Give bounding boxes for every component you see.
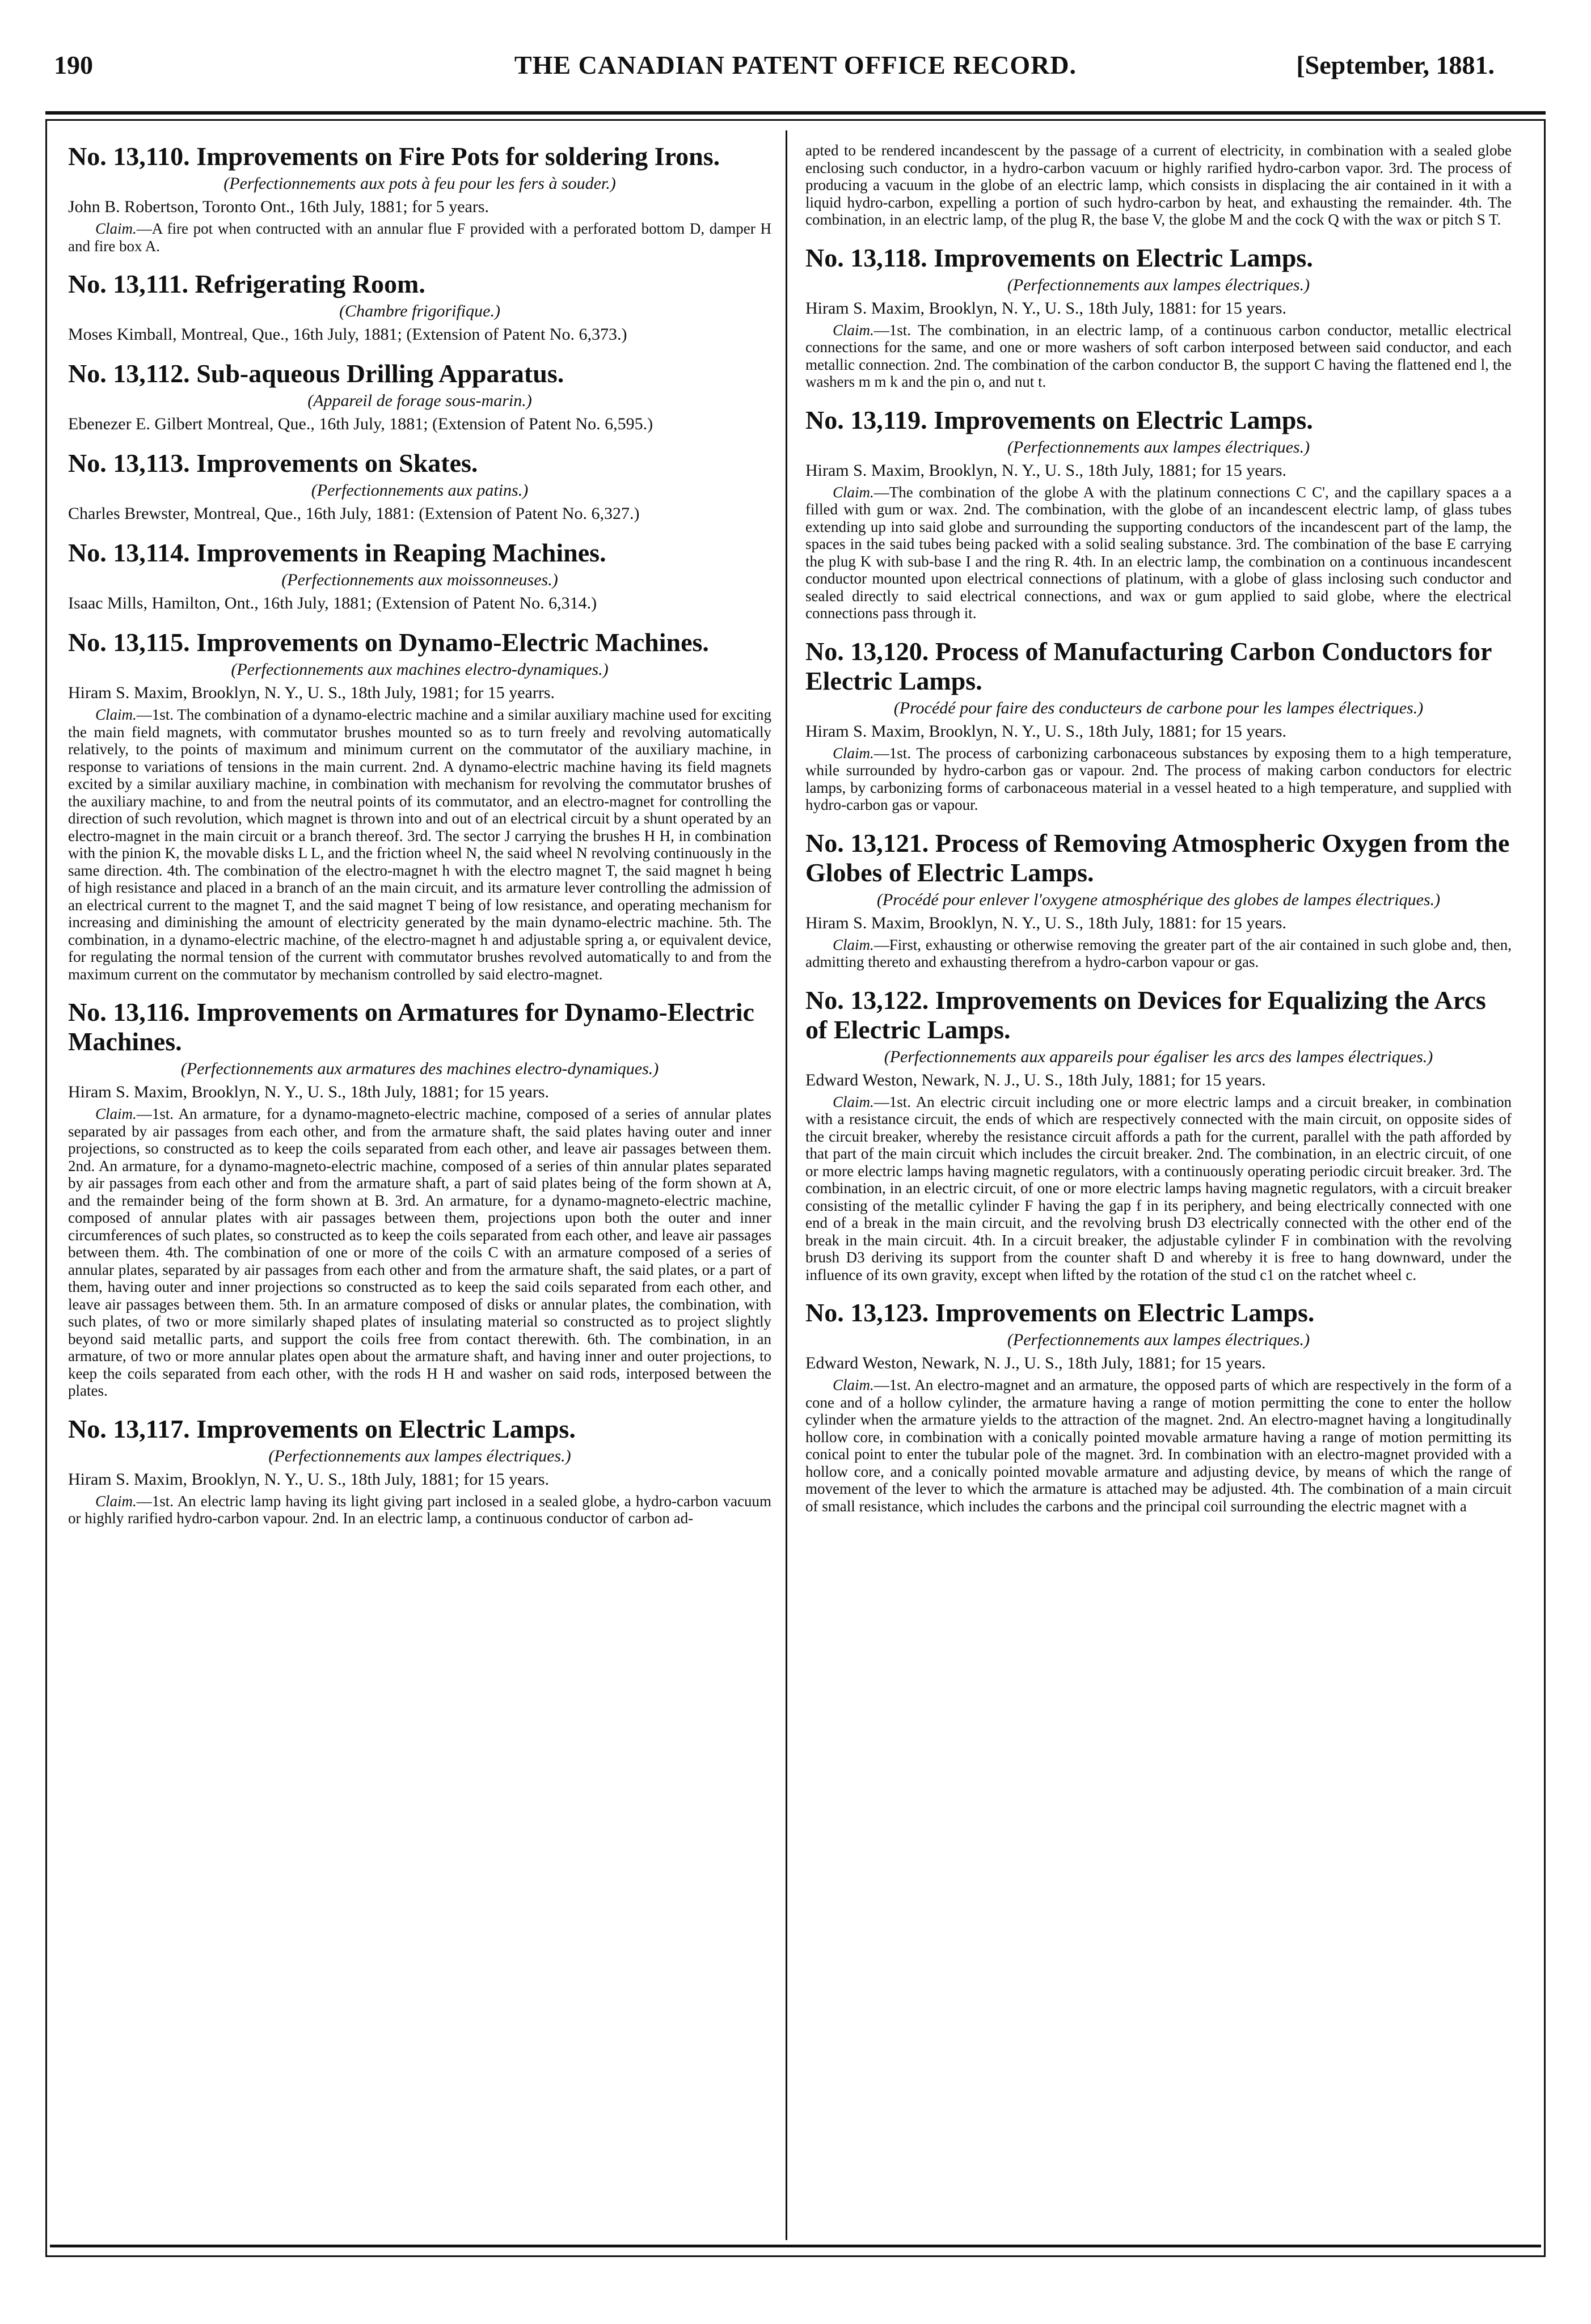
patent-heading (805, 405, 1512, 435)
claim-label: Claim. (95, 1492, 137, 1510)
patent-entry (68, 1414, 771, 1527)
claim-continuation: apted to be rendered incandescent by the passage of a current of electricity, in combination with a sealed globe enclosing such conductor, in a hydro-carbon vacuum or highly rarified hydro-carbon vapor. 3rd. The process of producing a vacuum in the globe of an electric lamp, which consists in displacing the air contained in it with a liquid hydro-carbon, expelling a portion of such hydro-carbon by heat, and exhausting the remainder. 4th. The combination, in an electric lamp, of the plug R, the base V, the globe M and the cock Q with the wax or pitch S T. (805, 142, 1512, 228)
patentee-info: Edward Weston, Newark, N. J., U. S., 18th July, 1881; for 15 years. (805, 1354, 1266, 1372)
claim-text (805, 1376, 1512, 1515)
publication-title: THE CANADIAN PATENT OFFICE RECORD. (514, 50, 1077, 79)
french-translation: (Appareil de forage sous-marin.) (307, 391, 532, 410)
claim-text (805, 936, 1512, 971)
patentee-info: Moses Kimball, Montreal, Que., 16th July, 1881; (Extension of Patent No. 6,373.) (68, 325, 627, 344)
patent-number: No. 13,112. (68, 359, 190, 388)
patent-heading (805, 1298, 1512, 1328)
patent-entry (68, 142, 771, 255)
patent-title: Improvements on Devices for Equalizing the Arcs of Electric Lamps. (805, 985, 1486, 1044)
patent-heading (68, 628, 771, 657)
claim-body: —1st. An electric lamp having its light giving part inclosed in a sealed globe, a hydro-carbon vacuum or highly rarified hydro-carbon vapour. 2nd. In an electric lamp, a continuous conductor of carbon ad- (68, 1492, 771, 1527)
patent-number: No. 13,118. (805, 243, 927, 272)
patent-entry (68, 449, 771, 523)
patent-entry (805, 986, 1512, 1284)
patent-title: Improvements on Electric Lamps. (934, 405, 1313, 434)
patent-entry (805, 243, 1512, 391)
patent-heading (68, 359, 771, 388)
patent-entry (68, 538, 771, 613)
french-translation: (Perfectionnements aux appareils pour égaliser les arcs des lampes électriques.) (884, 1047, 1433, 1066)
patentee-info: Ebenezer E. Gilbert Montreal, Que., 16th July, 1881; (Extension of Patent No. 6,595.) (68, 415, 653, 433)
patent-heading (68, 269, 771, 299)
claim-text (68, 1105, 771, 1400)
patentee-info: Edward Weston, Newark, N. J., U. S., 18th July, 1881; for 15 years. (805, 1070, 1266, 1089)
patent-heading (68, 538, 771, 568)
claim-body: —First, exhausting or otherwise removing the greater part of the air contained in such globe and, then, admitting thereto and exhausting therefrom a hydro-carbon vapour or gas. (805, 936, 1512, 970)
patent-number: No. 13,117. (68, 1414, 190, 1443)
patent-heading (805, 986, 1512, 1045)
claim-label: Claim. (833, 936, 874, 953)
patent-entry (805, 405, 1512, 622)
patent-title: Improvements on Electric Lamps. (934, 243, 1313, 272)
patent-number: No. 13,122. (805, 985, 929, 1015)
patent-heading (68, 142, 771, 171)
patentee-info: Hiram S. Maxim, Brooklyn, N. Y., U. S., 18th July, 1981; for 15 yearrs. (68, 683, 555, 702)
patent-title: Sub-aqueous Drilling Apparatus. (196, 359, 564, 388)
patentee-info: Hiram S. Maxim, Brooklyn, N. Y., U. S., 18th July, 1881; for 15 years. (68, 1469, 550, 1489)
french-translation: (Perfectionnements aux moissonneuses.) (281, 571, 558, 589)
column-divider (786, 130, 787, 2240)
french-translation: (Chambre frigorifique.) (339, 302, 500, 320)
patent-number: No. 13,113. (68, 449, 190, 478)
french-translation: (Perfectionnements aux lampes électriques.) (1007, 437, 1310, 457)
patent-heading (68, 449, 771, 478)
patent-number: No. 13,110. (68, 142, 190, 171)
patentee-info: Isaac Mills, Hamilton, Ont., 16th July, 1881; (Extension of Patent No. 6,314.) (68, 594, 597, 612)
french-translation: (Perfectionnements aux armatures des machines electro-dynamiques.) (180, 1059, 659, 1078)
patentee-info: Hiram S. Maxim, Brooklyn, N. Y., U. S., 18th July, 1881; for 15 years. (68, 1083, 550, 1101)
claim-body: —The combination of the globe A with the platinum connections C C', and the capillary spaces a a filled with gum or wax. 2nd. The combination, with the globe of an incandescent electric lamp, of glass tubes extending up into said globe and surrounding the supporting conductors of the incandescent part of the lamp, the spaces in the said tubes being packed with a solid sealing substance. 3rd. The combination of the base E carrying the plug K with sub-base I and the ring R. 4th. In an electric lamp, the combination on a continuous incandescent conductor mounted upon electrical connections of platinum, with a globe of glass inclosing such conductor and sealed directly to said electrical connections, and wax or gum applied to said globe, where the electrical connections pass through it. (805, 483, 1512, 622)
patent-entry (68, 359, 771, 434)
claim-text (805, 322, 1512, 391)
patentee-info: John B. Robertson, Toronto Ont., 16th July, 1881; for 5 years. (68, 197, 489, 216)
french-translation: (Perfectionnements aux lampes électriques.) (268, 1446, 571, 1465)
issue-date: [September, 1881. (1296, 50, 1495, 79)
claim-text (805, 1093, 1512, 1284)
claim-body: —1st. The combination of a dynamo-electric machine and a similar auxiliary machine used for exciting the main field magnets, with commutator brushes mounted so as to turn freely and revolving automatically relatively, to the points of maximum and minimum current on the commutator of the auxiliary machine, in response to variations of tensions in the main current. 2nd. A dynamo-electric machine having its field magnets excited by a similar auxiliary machine, in combination with mechanism for revolving the commutator brushes of the auxiliary machine, to and from the neutral points of its commutator, and an electro-magnet for controlling the direction of such revolution, which magnet is thrown into and out of an electrical circuit by a shunt operated by an electro-magnet in the main circuit or a branch thereof. 3rd. The sector J carrying the brushes H H, in combination with the pinion K, the movable disks L L, and the friction wheel N, the said wheel N revolving continuously in the same direction. 4th. The combination of the electro-magnet h with the electro magnet T, the said magnet h being of high resistance and placed in a branch of an the main circuit, and its armature lever controlling the admission of an electrical current to the magnet T, and the said magnet T being of low resistance, and operating mechanism for increasing and diminishing the amount of electricity generated by the main dynamo-electric machine. 5th. The combination, in a dynamo-electric machine, of the electro-magnet h and adjustable spring a, or equivalent device, for regulating the normal tension of the current with commutator brushes revolved automatically to and from the maximum current on the commutator by mechanism controlled by said electro-magnet. (68, 706, 771, 983)
patent-entry (805, 1298, 1512, 1515)
claim-label: Claim. (95, 1105, 137, 1122)
french-translation: (Procédé pour enlever l'oxygene atmosphérique des globes de lampes électriques.) (876, 890, 1441, 909)
patent-number: No. 13,120. (805, 636, 929, 666)
patentee-info: Hiram S. Maxim, Brooklyn, N. Y., U. S., 18th July, 1881: for 15 years. (805, 298, 1287, 318)
patent-heading (805, 243, 1512, 273)
claim-body: —1st. An electric circuit including one or more electric lamps and a circuit breaker, in combination with a resistance circuit, the ends of which are respectively connected with the main circuit, on opposite sides of the circuit breaker, whereby the resistance circuit affords a path for the current, parallel with the path afforded by that part of the main circuit which includes the circuit breaker. 2nd. The combination, in an electric circuit, of one or more electric lamps having magnetic regulators, with a continuously operating periodic circuit breaker. 3rd. The combination, in an electric circuit, of one or more electric lamps having magnetic regulators, with a circuit breaker consisting of the metallic cylinder F having the gap f in its periphery, and being electrically connected with one end of a break in the main circuit, and the revolving brush D3 electrically connected with the other end of the break in the main circuit. 4th. In a circuit breaker, the adjustable cylinder F in combination with the revolving brush D3 deriving its support from the counter shaft D and whereby it is free to hang downward, under the influence of its own gravity, except when lifted by the rotation of the stud c1 on the ratchet wheel c. (805, 1093, 1512, 1283)
patentee-info: Hiram S. Maxim, Brooklyn, N. Y., U. S., 18th July, 1881: for 15 years. (805, 913, 1287, 932)
page-number: 190 (54, 50, 93, 79)
claim-text (805, 745, 1512, 814)
patent-title: Improvements on Skates. (196, 449, 478, 478)
patent-title: Improvements on Armatures for Dynamo-Electric Machines. (68, 998, 754, 1056)
patent-heading (68, 998, 771, 1057)
claim-body: —1st. The combination, in an electric lamp, of a continuous carbon conductor, metallic electrical connections for the same, and one or more washers of soft carbon interposed between said conductor, and each metallic connection. 2nd. The combination of the carbon conductor B, the support C having the flattened end l, the washers m m k and the pin o, and nut t. (805, 321, 1512, 390)
patent-number: No. 13,121. (805, 828, 929, 857)
patent-title: Improvements on Dynamo-Electric Machines. (196, 628, 709, 657)
claim-label: Claim. (833, 1376, 874, 1393)
claim-label: Claim. (833, 483, 874, 501)
patent-number: No. 13,115. (68, 628, 190, 657)
patent-entry (805, 142, 1512, 229)
french-translation: (Procédé pour faire des conducteurs de carbone pour les lampes électriques.) (893, 698, 1424, 717)
claim-text (68, 706, 771, 983)
patent-title: Refrigerating Room. (195, 269, 425, 298)
claim-text (68, 1493, 771, 1527)
french-translation: (Perfectionnements aux lampes électriques.) (1007, 275, 1310, 294)
left-column (68, 142, 771, 2245)
patent-title: Improvements on Fire Pots for soldering Irons. (196, 142, 720, 171)
patentee-info: Hiram S. Maxim, Brooklyn, N. Y., U. S., 18th July, 1881; for 15 years. (805, 721, 1287, 741)
patentee-info: Charles Brewster, Montreal, Que., 16th July, 1881: (Extension of Patent No. 6,327.) (68, 504, 640, 523)
claim-label: Claim. (833, 744, 874, 762)
patent-number: No. 13,111. (68, 269, 189, 298)
patent-number: No. 13,123. (805, 1298, 929, 1327)
claim-label: Claim. (95, 220, 137, 237)
header-rule (45, 111, 1546, 115)
patent-entry (68, 269, 771, 344)
patent-entry (805, 637, 1512, 814)
claim-body: —1st. An armature, for a dynamo-magneto-electric machine, composed of a series of annular plates separated by air passages from each other, and from the armature shaft, the said plates having outer and inner projections, so constructed as to keep the coils separated from each other, and leave air passages between them. 2nd. An armature, for a dynamo-magneto-electric machine, composed of a series of thin annular plates separated by air passages from each other and from the armature shaft, a part of said plates being of the form shown at A, and the remainder being of the form shown at B. 3rd. An armature, for a dynamo-magneto-electric machine, composed of annular plates with air passages between them, projections upon both the outer and inner circumferences of such plates, so constructed as to keep the coils separated from each other, and leave air passages between them. 4th. The combination of one or more of the coils C with an armature composed of a series of annular plates, separated by air passages from each other and from the armature shaft, the said plates, or a part of them, having outer and inner projections so constructed as to keep the said coils separated from each other, and leave air passages between them. 5th. In an armature composed of disks or annular plates, the combination, with such plates, of two or more similarly shaped plates of insulating material so constructed as to project slightly beyond said metallic parts, and support the coils free from contact therewith. 6th. The combination, in an armature, of two or more annular plates open about the armature shaft, and having inner and outer projections, to keep the coils separated from each other, with the rods H H and washer on said rods, interposed between the plates. (68, 1105, 771, 1399)
patent-title: Process of Removing Atmospheric Oxygen from the Globes of Electric Lamps. (805, 828, 1510, 887)
french-translation: (Perfectionnements aux machines electro-dynamiques.) (231, 660, 609, 679)
patent-title: Process of Manufacturing Carbon Conductors for Electric Lamps. (805, 636, 1492, 695)
patent-entry (805, 829, 1512, 971)
footer-rule (50, 2245, 1541, 2247)
claim-body: —A fire pot when contructed with an annular flue F provided with a perforated bottom D, damper H and fire box A. (68, 220, 771, 255)
patent-title: Improvements on Electric Lamps. (935, 1298, 1315, 1327)
patent-heading (805, 637, 1512, 696)
right-column (805, 142, 1512, 2245)
claim-label: Claim. (833, 321, 874, 339)
claim-text (805, 484, 1512, 622)
patent-number: No. 13,116. (68, 998, 190, 1026)
patent-heading (805, 829, 1512, 888)
patent-entry (68, 628, 771, 983)
patent-heading (68, 1414, 771, 1444)
french-translation: (Perfectionnements aux lampes électriques.) (1007, 1330, 1310, 1349)
patent-number: No. 13,119. (805, 405, 927, 434)
patent-title: Improvements in Reaping Machines. (196, 538, 606, 567)
patent-entry (68, 998, 771, 1400)
patent-title: Improvements on Electric Lamps. (196, 1414, 576, 1443)
claim-text (68, 220, 771, 255)
patentee-info: Hiram S. Maxim, Brooklyn, N. Y., U. S., 18th July, 1881; for 15 years. (805, 460, 1287, 480)
claim-label: Claim. (833, 1093, 874, 1110)
french-translation: (Perfectionnements aux patins.) (311, 481, 529, 500)
french-translation: (Perfectionnements aux pots à feu pour les fers à souder.) (223, 174, 616, 193)
claim-label: Claim. (95, 706, 137, 723)
patent-number: No. 13,114. (68, 538, 190, 567)
claim-body: —1st. The process of carbonizing carbonaceous substances by exposing them to a high temperature, while surrounded by hydro-carbon gas or vapour. 2nd. The process of making carbon conductors for electric lamps, by carbonizing forms of carbonaceous material in a vessel heated to a high temperature, and supplied with hydro-carbon gas or vapour. (805, 744, 1512, 813)
claim-body: —1st. An electro-magnet and an armature, the opposed parts of which are respectively in the form of a cone and of a hollow cylinder, the armature having a range of motion permitting the cone to enter the hollow cylinder when the armature yields to the attraction of the magnet. 2nd. An electro-magnet having a longitudinally hollow core, in combination with a conically pointed movable armature having a range of motion permitting its conical point to enter the tubular pole of the magnet. 3rd. In combination with an electro-magnet provided with a hollow core, and a conically pointed movable armature and adjusting device, by means of which the range of movement of the lever to which the armature is attached may be adjusted. 4th. The combination of a main circuit of small resistance, which includes the carbons and the principal coil surrounding the electric magnet with a (805, 1376, 1512, 1515)
